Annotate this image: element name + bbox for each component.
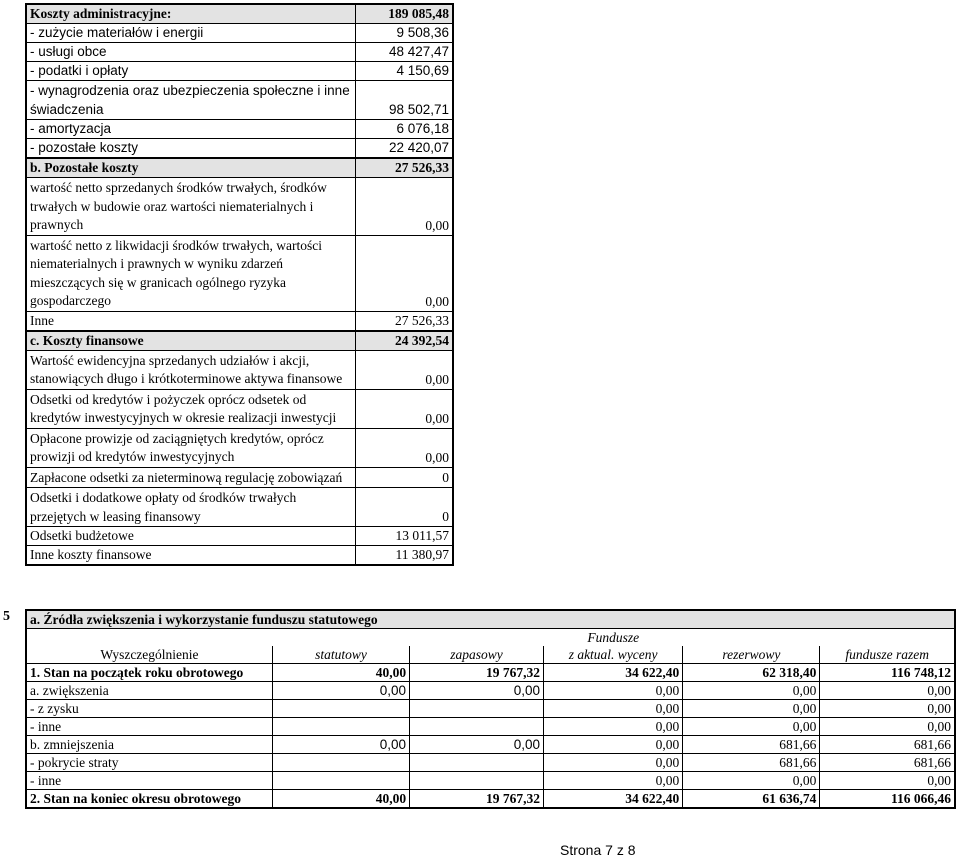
financial-cost-item-value: 13 011,57 xyxy=(356,527,454,546)
financial-cost-item xyxy=(26,467,453,488)
fund-cell: 0,00 xyxy=(410,736,544,754)
other-costs-row-label: b. Pozostałe koszty xyxy=(26,158,356,178)
other-cost-item-value: 27 526,33 xyxy=(356,311,454,331)
fund-table-title: a. Źródła zwiększenia i wykorzystanie funduszu statutowego xyxy=(26,610,955,629)
fund-cell: 0,00 xyxy=(683,772,820,790)
fund-table-row xyxy=(26,718,955,736)
admin-cost-item-value: 6 076,18 xyxy=(356,120,454,139)
fund-cell: 0,00 xyxy=(820,700,955,718)
other-cost-item-value: 0,00 xyxy=(356,235,454,311)
admin-costs-row-label: Koszty administracyjne: xyxy=(26,4,356,24)
fund-group-header-row xyxy=(26,629,955,647)
fund-table-row xyxy=(26,754,955,772)
admin-cost-item xyxy=(26,120,453,139)
fund-cell: 62 318,40 xyxy=(683,664,820,682)
fund-cell: 0,00 xyxy=(543,682,682,700)
admin-cost-item-label: - wynagrodzenia oraz ubezpieczenia społeczne i inne świadczenia xyxy=(26,81,356,120)
other-cost-item-label: Inne xyxy=(26,311,356,331)
costs-table xyxy=(25,3,454,566)
fund-cell: 681,66 xyxy=(820,754,955,772)
financial-costs-row-label: c. Koszty finansowe xyxy=(26,331,356,351)
other-cost-item-label: wartość netto sprzedanych środków trwałych, środków trwałych w budowie oraz wartości niematerialnych i prawnych xyxy=(26,178,356,236)
statutory-fund-table xyxy=(25,609,956,809)
admin-cost-item-label: - zużycie materiałów i energii xyxy=(26,24,356,43)
fund-row-label: a. zwiększenia xyxy=(26,682,272,700)
fund-table-row xyxy=(26,772,955,790)
fund-cell xyxy=(410,700,544,718)
financial-cost-item-label: Inne koszty finansowe xyxy=(26,546,356,566)
other-cost-item xyxy=(26,178,453,236)
financial-cost-item-value: 0,00 xyxy=(356,428,454,467)
admin-cost-item-label: - pozostałe koszty xyxy=(26,139,356,159)
fund-cell xyxy=(410,718,544,736)
fund-column-header: statutowy xyxy=(272,646,409,664)
fund-row-label: b. zmniejszenia xyxy=(26,736,272,754)
fund-cell: 681,66 xyxy=(820,736,955,754)
fund-cell: 0,00 xyxy=(683,682,820,700)
fund-row-label: - pokrycie straty xyxy=(26,754,272,772)
financial-cost-item xyxy=(26,428,453,467)
financial-costs-row xyxy=(26,331,453,351)
financial-cost-item-label: Odsetki i dodatkowe opłaty od środków trwałych przejętych w leasing finansowy xyxy=(26,488,356,527)
financial-cost-item-value: 11 380,97 xyxy=(356,546,454,566)
fund-cell: 0,00 xyxy=(272,736,409,754)
fund-table-row xyxy=(26,700,955,718)
admin-cost-item-value: 48 427,47 xyxy=(356,43,454,62)
other-costs-row-value: 27 526,33 xyxy=(356,158,454,178)
fund-cell: 0,00 xyxy=(410,682,544,700)
admin-cost-item xyxy=(26,43,453,62)
fund-cell xyxy=(272,700,409,718)
financial-cost-item-label: Odsetki budżetowe xyxy=(26,527,356,546)
fund-cell: 681,66 xyxy=(683,736,820,754)
fund-table-title-row xyxy=(26,610,955,629)
fund-group-header: Fundusze xyxy=(587,630,640,645)
admin-cost-item xyxy=(26,139,453,159)
financial-cost-item xyxy=(26,350,453,389)
fund-cell: 40,00 xyxy=(272,790,409,809)
admin-cost-item xyxy=(26,24,453,43)
fund-row-label: 2. Stan na koniec okresu obrotowego xyxy=(26,790,272,809)
financial-costs-row-value: 24 392,54 xyxy=(356,331,454,351)
financial-cost-item-label: Odsetki od kredytów i pożyczek oprócz odsetek od kredytów inwestycyjnych w okresie realizacji inwestycji xyxy=(26,389,356,428)
fund-cell xyxy=(272,754,409,772)
financial-cost-item xyxy=(26,527,453,546)
fund-column-header: zapasowy xyxy=(410,646,544,664)
financial-cost-item-value: 0 xyxy=(356,488,454,527)
financial-cost-item xyxy=(26,546,453,566)
admin-cost-item-label: - amortyzacja xyxy=(26,120,356,139)
fund-cell: 0,00 xyxy=(820,682,955,700)
fund-table-row xyxy=(26,664,955,682)
admin-cost-item-value: 98 502,71 xyxy=(356,81,454,120)
fund-cell: 34 622,40 xyxy=(543,664,682,682)
page-footer: Strona 7 z 8 xyxy=(560,842,636,858)
admin-cost-item-value: 22 420,07 xyxy=(356,139,454,159)
fund-cell: 0,00 xyxy=(543,718,682,736)
fund-column-header: z aktual. wyceny xyxy=(543,646,682,664)
financial-cost-item-value: 0,00 xyxy=(356,350,454,389)
fund-row-label: 1. Stan na początek roku obrotowego xyxy=(26,664,272,682)
fund-cell: 116 748,12 xyxy=(820,664,955,682)
admin-cost-item xyxy=(26,62,453,81)
admin-cost-item-value: 4 150,69 xyxy=(356,62,454,81)
admin-cost-item-value: 9 508,36 xyxy=(356,24,454,43)
admin-costs-row xyxy=(26,4,453,24)
fund-cell: 40,00 xyxy=(272,664,409,682)
fund-row-label: - inne xyxy=(26,772,272,790)
other-costs-row xyxy=(26,158,453,178)
fund-column-header: rezerwowy xyxy=(683,646,820,664)
financial-cost-item-value: 0,00 xyxy=(356,389,454,428)
admin-cost-item-label: - usługi obce xyxy=(26,43,356,62)
other-cost-item-value: 0,00 xyxy=(356,178,454,236)
fund-table-row xyxy=(26,736,955,754)
fund-cell: 681,66 xyxy=(683,754,820,772)
fund-cell: 0,00 xyxy=(543,772,682,790)
fund-row-label: - inne xyxy=(26,718,272,736)
fund-table-row xyxy=(26,790,955,809)
fund-cell xyxy=(272,718,409,736)
other-cost-item xyxy=(26,235,453,311)
admin-costs-row-value: 189 085,48 xyxy=(356,4,454,24)
financial-cost-item xyxy=(26,488,453,527)
fund-column-header: Wyszczególnienie xyxy=(26,646,272,664)
financial-cost-item-label: Zapłacone odsetki za nieterminową regulację zobowiązań xyxy=(26,467,356,488)
fund-cell: 0,00 xyxy=(543,736,682,754)
financial-cost-item-label: Opłacone prowizje od zaciągniętych kredytów, oprócz prowizji od kredytów inwestycyjnych xyxy=(26,428,356,467)
section-number: 5 xyxy=(3,609,10,624)
admin-cost-item xyxy=(26,81,453,120)
fund-cell: 116 066,46 xyxy=(820,790,955,809)
fund-cell: 0,00 xyxy=(683,718,820,736)
fund-cell: 19 767,32 xyxy=(410,664,544,682)
fund-table-row xyxy=(26,682,955,700)
fund-cell: 19 767,32 xyxy=(410,790,544,809)
fund-cell: 61 636,74 xyxy=(683,790,820,809)
fund-cell: 0,00 xyxy=(272,682,409,700)
financial-cost-item-label: Wartość ewidencyjna sprzedanych udziałów i akcji, stanowiących długo i krótkoterminowe aktywa finansowe xyxy=(26,350,356,389)
fund-cell xyxy=(272,772,409,790)
fund-column-header-row xyxy=(26,646,955,664)
fund-cell: 34 622,40 xyxy=(543,790,682,809)
fund-column-header: fundusze razem xyxy=(820,646,955,664)
fund-cell xyxy=(410,754,544,772)
fund-cell: 0,00 xyxy=(543,700,682,718)
fund-row-label: - z zysku xyxy=(26,700,272,718)
admin-cost-item-label: - podatki i opłaty xyxy=(26,62,356,81)
fund-cell xyxy=(410,772,544,790)
fund-cell: 0,00 xyxy=(820,772,955,790)
fund-cell: 0,00 xyxy=(543,754,682,772)
fund-cell: 0,00 xyxy=(820,718,955,736)
other-cost-item xyxy=(26,311,453,331)
other-cost-item-label: wartość netto z likwidacji środków trwałych, wartości niematerialnych i prawnych w wyniku zdarzeń mieszczących się w granicach ogólnego ryzyka gospodarczego xyxy=(26,235,356,311)
financial-cost-item-value: 0 xyxy=(356,467,454,488)
fund-cell: 0,00 xyxy=(683,700,820,718)
financial-cost-item xyxy=(26,389,453,428)
